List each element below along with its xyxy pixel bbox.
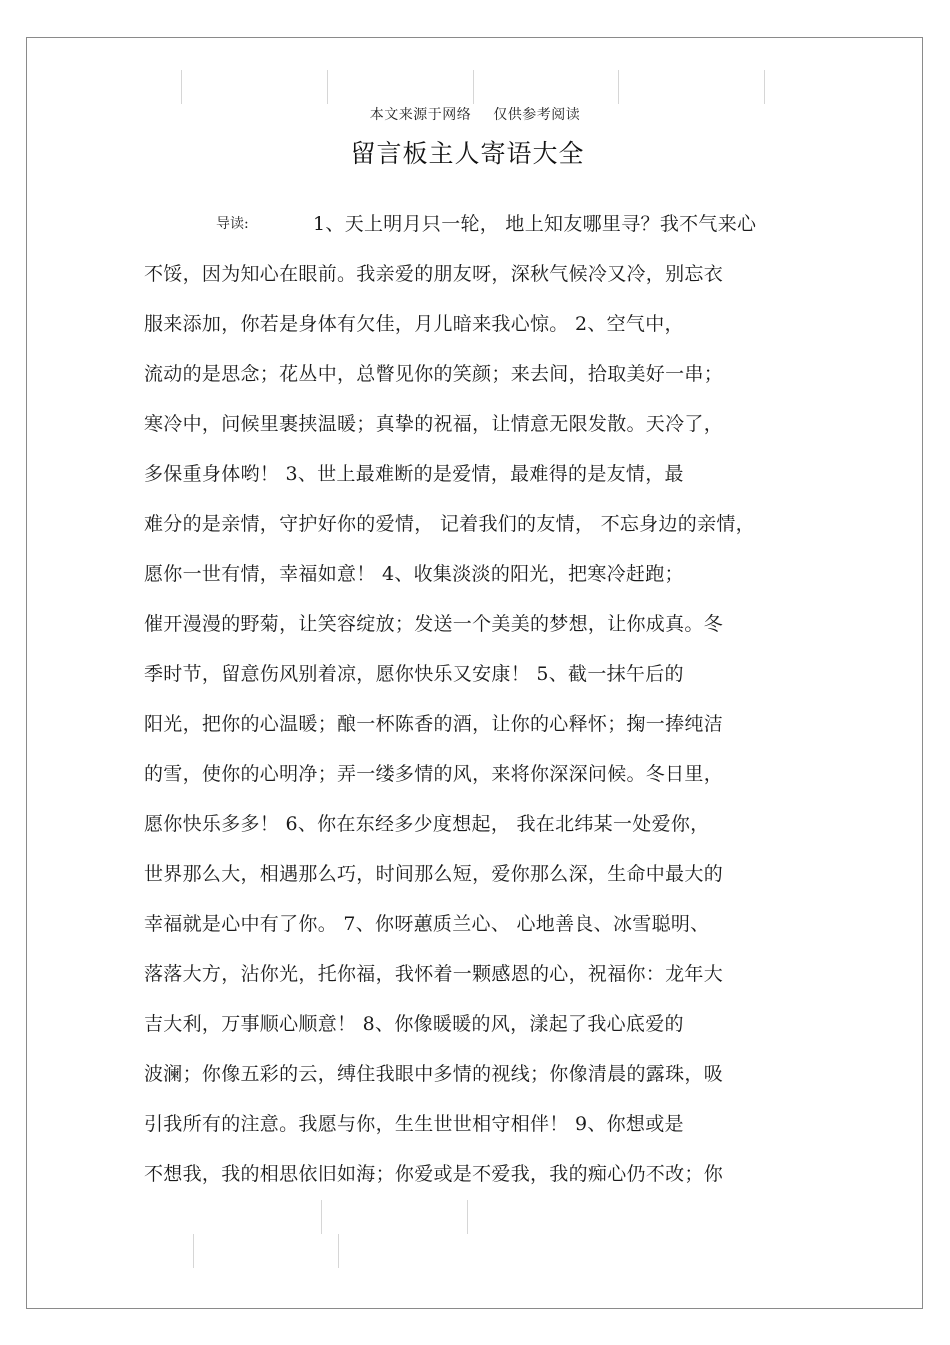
divider-line [764, 70, 765, 104]
divider-line [473, 70, 474, 104]
divider-line [618, 70, 619, 104]
divider-line [327, 70, 328, 104]
body-line: 幸福就是心中有了你。 7、你呀蕙质兰心、 心地善良、冰雪聪明、 [144, 913, 710, 935]
body-line: 不想我，我的相思依旧如海；你爱或是不爱我，我的痴心仍不改；你 [144, 1163, 724, 1185]
divider-line [181, 70, 182, 104]
body-line: 寒冷中，问候里裹挟温暖；真挚的祝福，让情意无限发散。天冷了， [144, 413, 724, 435]
body-line: 愿你一世有情，幸福如意！ 4、收集淡淡的阳光，把寒冷赶跑； [144, 563, 684, 585]
reference-note-text: 仅供参考阅读 [493, 107, 581, 123]
body-line: 吉大利，万事顺心顺意！ 8、你像暖暖的风，漾起了我心底爱的 [144, 1013, 684, 1035]
divider-line [193, 1234, 194, 1268]
body-line: 的雪，使你的心明净；弄一缕多情的风，来将你深深问候。冬日里， [144, 763, 724, 785]
body-line: 波澜；你像五彩的云，缚住我眼中多情的视线；你像清晨的露珠，吸 [144, 1063, 724, 1085]
body-line: 世界那么大，相遇那么巧，时间那么短，爱你那么深，生命中最大的 [144, 863, 724, 885]
body-line: 落落大方，沾你光，托你福，我怀着一颗感恩的心，祝福你：龙年大 [144, 963, 724, 985]
body-line: 服来添加，你若是身体有欠佳，月儿暗来我心惊。 2、空气中， [144, 313, 684, 335]
body-line: 引我所有的注意。我愿与你，生生世世相守相伴！ 9、你想或是 [144, 1113, 684, 1135]
page-title: 留言板主人寄语大全 [350, 139, 585, 168]
body-line: 多保重身体哟！ 3、世上最难断的是爱情，最难得的是友情，最 [144, 463, 684, 485]
body-line: 1、天上明月只一轮， 地上知友哪里寻？我不气来心 [313, 213, 757, 235]
body-line: 催开漫漫的野菊，让笑容绽放；发送一个美美的梦想，让你成真。冬 [144, 613, 724, 635]
body-line: 难分的是亲情，守护好你的爱情， 记着我们的友情， 不忘身边的亲情， [144, 513, 755, 535]
body-line: 不馁，因为知心在眼前。我亲爱的朋友呀，深秋气候冷又冷，别忘衣 [144, 263, 724, 285]
divider-line [467, 1200, 468, 1234]
source-note [0, 104, 950, 124]
body-line: 阳光，把你的心温暖；酿一杯陈香的酒，让你的心释怀；掬一捧纯洁 [144, 713, 724, 735]
divider-line [338, 1234, 339, 1268]
lead-label: 导读: [216, 216, 249, 232]
body-line: 愿你快乐多多！ 6、你在东经多少度想起， 我在北纬某一处爱你， [144, 813, 710, 835]
divider-line [321, 1200, 322, 1234]
body-line: 季时节，留意伤风别着凉，愿你快乐又安康！ 5、截一抹午后的 [144, 663, 684, 685]
source-note-text: 本文来源于网络 [369, 107, 472, 123]
body-line: 流动的是思念；花丛中，总瞥见你的笑颜；来去间，拾取美好一串； [144, 363, 724, 385]
